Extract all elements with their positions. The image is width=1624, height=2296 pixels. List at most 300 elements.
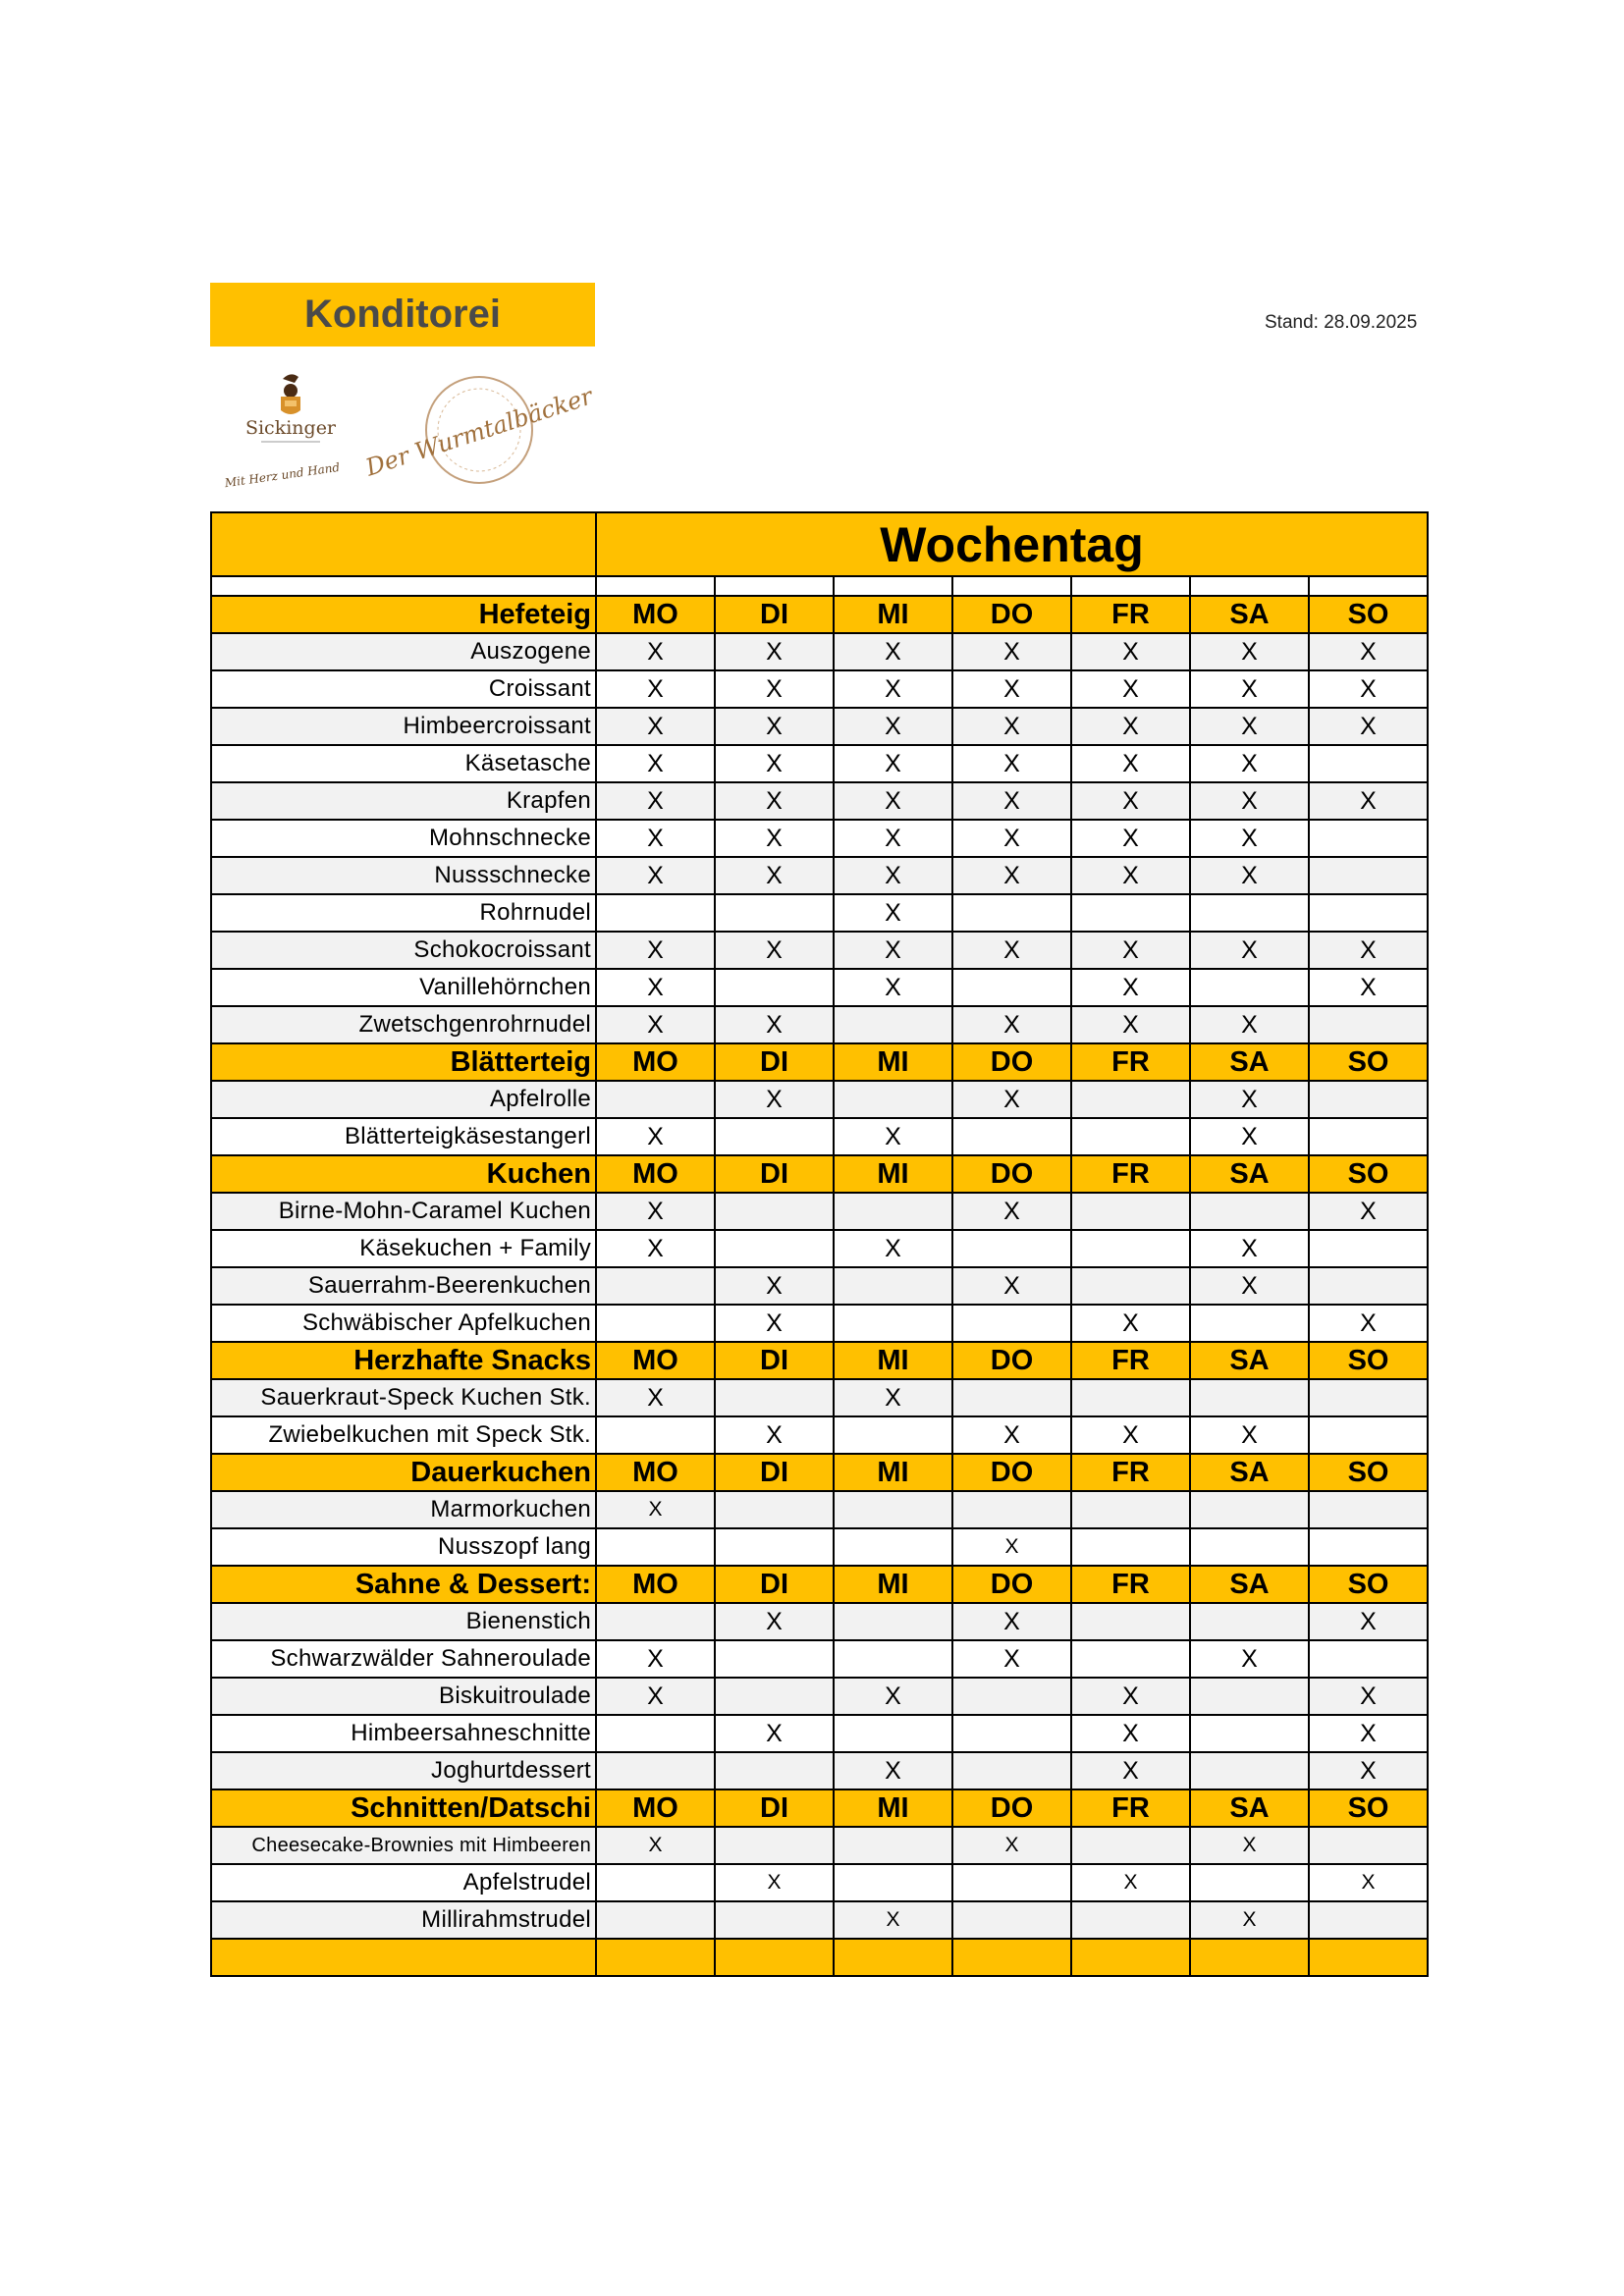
availability-cell: [1309, 1230, 1428, 1267]
section-title: Schnitten/Datschi: [211, 1789, 596, 1827]
availability-cell: X: [715, 1305, 834, 1342]
section-title: Kuchen: [211, 1155, 596, 1193]
availability-cell: X: [834, 670, 952, 708]
product-row: [211, 782, 1428, 820]
product-name: Nussschnecke: [211, 857, 596, 894]
availability-cell: [1071, 1193, 1190, 1230]
availability-cell: [1309, 1118, 1428, 1155]
spacer-cell: [596, 576, 715, 596]
availability-cell: X: [834, 857, 952, 894]
product-row: [211, 633, 1428, 670]
section-header-row: [211, 596, 1428, 633]
availability-cell: [715, 894, 834, 932]
availability-cell: X: [715, 670, 834, 708]
availability-cell: [834, 1305, 952, 1342]
availability-cell: [1309, 1081, 1428, 1118]
section-header-row: [211, 1043, 1428, 1081]
availability-cell: X: [1071, 708, 1190, 745]
availability-cell: X: [952, 708, 1071, 745]
availability-cell: [952, 1901, 1071, 1939]
availability-cell: [715, 1640, 834, 1678]
day-header-cell: SO: [1309, 1155, 1428, 1193]
availability-cell: [1071, 1379, 1190, 1416]
section-header-row: [211, 1342, 1428, 1379]
day-header-cell: SA: [1190, 1342, 1309, 1379]
availability-cell: X: [1309, 1752, 1428, 1789]
availability-cell: [596, 1416, 715, 1454]
availability-cell: X: [834, 1230, 952, 1267]
day-header-cell: MI: [834, 1043, 952, 1081]
section-title: Blätterteig: [211, 1043, 596, 1081]
day-header-cell: MI: [834, 1454, 952, 1491]
availability-cell: [715, 1379, 834, 1416]
day-header-cell: MO: [596, 596, 715, 633]
availability-cell: X: [596, 670, 715, 708]
availability-cell: X: [1309, 1603, 1428, 1640]
availability-cell: X: [1190, 708, 1309, 745]
section-title: Herzhafte Snacks: [211, 1342, 596, 1379]
section-header-row: [211, 1566, 1428, 1603]
availability-cell: X: [952, 1006, 1071, 1043]
product-name: Schwarzwälder Sahneroulade: [211, 1640, 596, 1678]
day-header-cell: MO: [596, 1454, 715, 1491]
availability-cell: [715, 1491, 834, 1528]
availability-cell: [715, 1901, 834, 1939]
availability-cell: [596, 894, 715, 932]
weekday-table: [210, 511, 1429, 1977]
availability-cell: [596, 1864, 715, 1901]
logo-left-text: Sickinger: [244, 417, 337, 439]
day-header-cell: MO: [596, 1155, 715, 1193]
day-header-cell: MO: [596, 1342, 715, 1379]
day-header-cell: SA: [1190, 1454, 1309, 1491]
availability-cell: [834, 1267, 952, 1305]
availability-cell: [952, 1491, 1071, 1528]
availability-cell: [596, 1267, 715, 1305]
product-name: Schokocroissant: [211, 932, 596, 969]
availability-cell: X: [1071, 745, 1190, 782]
sickinger-logo: [222, 361, 359, 499]
day-header-cell: MO: [596, 1566, 715, 1603]
availability-cell: X: [952, 1603, 1071, 1640]
availability-cell: [715, 1827, 834, 1864]
day-header-cell: DI: [715, 1454, 834, 1491]
spacer-cell: [1309, 576, 1428, 596]
wurmtalbaecker-logo: [362, 363, 596, 501]
availability-cell: X: [596, 820, 715, 857]
availability-cell: X: [1190, 1118, 1309, 1155]
availability-cell: X: [596, 857, 715, 894]
availability-cell: [1071, 894, 1190, 932]
product-name: Zwiebelkuchen mit Speck Stk.: [211, 1416, 596, 1454]
availability-cell: X: [1190, 820, 1309, 857]
day-header-cell: DI: [715, 1155, 834, 1193]
availability-cell: [834, 1193, 952, 1230]
footer-cell: [1190, 1939, 1309, 1976]
heading-corner-cell: [211, 512, 596, 576]
availability-cell: X: [1190, 1267, 1309, 1305]
day-header-cell: FR: [1071, 596, 1190, 633]
availability-cell: [1309, 1901, 1428, 1939]
availability-cell: X: [715, 1416, 834, 1454]
availability-cell: X: [1190, 1827, 1309, 1864]
availability-cell: [1190, 894, 1309, 932]
wochentag-heading: Wochentag: [596, 512, 1428, 576]
availability-cell: [834, 1715, 952, 1752]
availability-cell: X: [1071, 969, 1190, 1006]
day-header-cell: FR: [1071, 1342, 1190, 1379]
availability-cell: X: [596, 1230, 715, 1267]
product-name: Bienenstich: [211, 1603, 596, 1640]
product-row: [211, 1827, 1428, 1864]
product-row: [211, 1379, 1428, 1416]
availability-cell: X: [952, 1640, 1071, 1678]
availability-cell: X: [834, 745, 952, 782]
product-name: Nusszopf lang: [211, 1528, 596, 1566]
product-name: Krapfen: [211, 782, 596, 820]
availability-cell: [952, 894, 1071, 932]
day-header-cell: MI: [834, 1566, 952, 1603]
product-row: [211, 1006, 1428, 1043]
availability-cell: [1190, 1715, 1309, 1752]
spacer-cell: [952, 576, 1071, 596]
availability-cell: X: [1190, 857, 1309, 894]
availability-cell: [1309, 1491, 1428, 1528]
day-header-cell: DO: [952, 1566, 1071, 1603]
availability-cell: [1071, 1081, 1190, 1118]
availability-cell: X: [952, 1827, 1071, 1864]
availability-cell: X: [834, 1901, 952, 1939]
product-row: [211, 1081, 1428, 1118]
availability-cell: X: [715, 857, 834, 894]
availability-cell: X: [715, 1267, 834, 1305]
availability-cell: X: [952, 1081, 1071, 1118]
day-header-cell: SA: [1190, 1789, 1309, 1827]
availability-cell: X: [834, 820, 952, 857]
availability-cell: [952, 1715, 1071, 1752]
product-name: Sauerkraut-Speck Kuchen Stk.: [211, 1379, 596, 1416]
product-name: Joghurtdessert: [211, 1752, 596, 1789]
product-row: [211, 1118, 1428, 1155]
availability-cell: [1071, 1528, 1190, 1566]
availability-cell: [715, 969, 834, 1006]
availability-cell: [1309, 1528, 1428, 1566]
availability-cell: [1071, 1491, 1190, 1528]
availability-cell: X: [1071, 1678, 1190, 1715]
product-row: [211, 857, 1428, 894]
availability-cell: X: [834, 894, 952, 932]
availability-cell: X: [1190, 670, 1309, 708]
availability-cell: X: [1071, 1416, 1190, 1454]
day-header-cell: DO: [952, 1155, 1071, 1193]
product-row: [211, 1230, 1428, 1267]
footer-cell: [211, 1939, 596, 1976]
availability-cell: [1190, 1305, 1309, 1342]
product-row: [211, 932, 1428, 969]
product-name: Zwetschgenrohrnudel: [211, 1006, 596, 1043]
stand-date: Stand: 28.09.2025: [1265, 312, 1418, 333]
availability-cell: X: [1309, 1193, 1428, 1230]
day-header-cell: DO: [952, 1454, 1071, 1491]
availability-cell: X: [1309, 1715, 1428, 1752]
availability-cell: [1309, 1006, 1428, 1043]
availability-cell: X: [952, 932, 1071, 969]
day-header-cell: DI: [715, 1043, 834, 1081]
availability-cell: X: [596, 1118, 715, 1155]
availability-cell: X: [952, 670, 1071, 708]
availability-cell: [1071, 1603, 1190, 1640]
availability-cell: [1190, 1864, 1309, 1901]
availability-cell: [1309, 1267, 1428, 1305]
availability-cell: X: [596, 932, 715, 969]
availability-cell: [834, 1491, 952, 1528]
availability-cell: X: [952, 633, 1071, 670]
day-header-cell: DI: [715, 1789, 834, 1827]
availability-cell: X: [596, 1006, 715, 1043]
availability-cell: [1071, 1640, 1190, 1678]
availability-cell: X: [1309, 1305, 1428, 1342]
availability-cell: X: [1190, 1416, 1309, 1454]
footer-cell: [952, 1939, 1071, 1976]
availability-cell: [952, 1305, 1071, 1342]
availability-cell: [715, 1118, 834, 1155]
availability-cell: [834, 1416, 952, 1454]
day-header-cell: SO: [1309, 596, 1428, 633]
availability-cell: X: [596, 1640, 715, 1678]
availability-cell: X: [1190, 1230, 1309, 1267]
product-name: Apfelstrudel: [211, 1864, 596, 1901]
day-header-cell: SO: [1309, 1566, 1428, 1603]
product-row: [211, 820, 1428, 857]
product-row: [211, 1901, 1428, 1939]
availability-cell: X: [715, 708, 834, 745]
availability-cell: X: [596, 782, 715, 820]
product-name: Biskuitroulade: [211, 1678, 596, 1715]
availability-cell: X: [1309, 633, 1428, 670]
availability-cell: X: [596, 1678, 715, 1715]
availability-cell: X: [1309, 708, 1428, 745]
availability-cell: X: [952, 1193, 1071, 1230]
page-title: Konditorei: [304, 293, 501, 336]
availability-cell: X: [952, 1267, 1071, 1305]
day-header-cell: SA: [1190, 1043, 1309, 1081]
availability-cell: [834, 1864, 952, 1901]
availability-cell: X: [1190, 1006, 1309, 1043]
availability-cell: X: [715, 745, 834, 782]
availability-cell: X: [952, 820, 1071, 857]
product-name: Marmorkuchen: [211, 1491, 596, 1528]
spacer-row: [211, 576, 1428, 596]
availability-cell: X: [834, 1752, 952, 1789]
day-header-cell: SA: [1190, 1566, 1309, 1603]
section-title: Sahne & Dessert:: [211, 1566, 596, 1603]
availability-cell: X: [596, 1379, 715, 1416]
footer-cell: [715, 1939, 834, 1976]
section-title: Hefeteig: [211, 596, 596, 633]
availability-cell: X: [1071, 1715, 1190, 1752]
product-name: Sauerrahm-Beerenkuchen: [211, 1267, 596, 1305]
availability-cell: X: [715, 782, 834, 820]
page-title-box: [210, 283, 595, 347]
day-header-cell: FR: [1071, 1789, 1190, 1827]
availability-cell: X: [1071, 1752, 1190, 1789]
availability-cell: X: [715, 1715, 834, 1752]
section-header-row: [211, 1155, 1428, 1193]
availability-cell: [1190, 1528, 1309, 1566]
availability-cell: [715, 1752, 834, 1789]
availability-cell: [1190, 1603, 1309, 1640]
availability-cell: X: [596, 1491, 715, 1528]
availability-cell: [596, 1901, 715, 1939]
availability-cell: X: [1190, 745, 1309, 782]
availability-cell: [1309, 1416, 1428, 1454]
product-row: [211, 745, 1428, 782]
availability-cell: X: [1071, 820, 1190, 857]
availability-cell: X: [834, 782, 952, 820]
availability-cell: [1190, 969, 1309, 1006]
day-header-cell: SA: [1190, 1155, 1309, 1193]
footer-row: [211, 1939, 1428, 1976]
availability-cell: [596, 1081, 715, 1118]
availability-cell: X: [715, 1864, 834, 1901]
footer-cell: [1071, 1939, 1190, 1976]
availability-cell: [1309, 1827, 1428, 1864]
availability-cell: X: [1071, 1864, 1190, 1901]
logo-right-text: Der Wurmtalbäcker: [362, 382, 596, 482]
availability-cell: [952, 1118, 1071, 1155]
availability-cell: [1190, 1193, 1309, 1230]
availability-cell: X: [715, 1081, 834, 1118]
availability-cell: [1190, 1752, 1309, 1789]
availability-cell: [1071, 1230, 1190, 1267]
day-header-cell: SO: [1309, 1342, 1428, 1379]
availability-cell: X: [1071, 857, 1190, 894]
availability-cell: X: [596, 708, 715, 745]
product-name: Mohnschnecke: [211, 820, 596, 857]
availability-cell: X: [1309, 782, 1428, 820]
availability-cell: X: [1071, 1006, 1190, 1043]
product-row: [211, 1193, 1428, 1230]
product-name: Cheesecake-Brownies mit Himbeeren: [211, 1827, 596, 1864]
product-name: Birne-Mohn-Caramel Kuchen: [211, 1193, 596, 1230]
availability-cell: [1071, 1267, 1190, 1305]
day-header-cell: FR: [1071, 1566, 1190, 1603]
day-header-cell: MI: [834, 596, 952, 633]
product-name: Auszogene: [211, 633, 596, 670]
availability-cell: X: [1190, 633, 1309, 670]
section-header-row: [211, 1789, 1428, 1827]
product-row: [211, 1752, 1428, 1789]
day-header-cell: MO: [596, 1043, 715, 1081]
availability-cell: X: [715, 1603, 834, 1640]
availability-cell: [952, 969, 1071, 1006]
availability-cell: X: [834, 932, 952, 969]
product-row: [211, 894, 1428, 932]
product-row: [211, 1491, 1428, 1528]
baker-icon: [281, 374, 300, 414]
availability-cell: X: [952, 1528, 1071, 1566]
availability-cell: X: [1071, 670, 1190, 708]
availability-cell: [1071, 1901, 1190, 1939]
availability-cell: X: [1309, 1678, 1428, 1715]
availability-cell: X: [596, 745, 715, 782]
availability-cell: [952, 1678, 1071, 1715]
product-row: [211, 1715, 1428, 1752]
spacer-cell: [715, 576, 834, 596]
availability-cell: [596, 1752, 715, 1789]
availability-cell: [596, 1528, 715, 1566]
section-title: Dauerkuchen: [211, 1454, 596, 1491]
availability-cell: [715, 1193, 834, 1230]
product-name: Himbeersahneschnitte: [211, 1715, 596, 1752]
spacer-cell: [834, 576, 952, 596]
availability-cell: [1190, 1379, 1309, 1416]
product-name: Croissant: [211, 670, 596, 708]
day-header-cell: SO: [1309, 1789, 1428, 1827]
product-name: Vanillehörnchen: [211, 969, 596, 1006]
section-header-row: [211, 1454, 1428, 1491]
availability-cell: [596, 1603, 715, 1640]
footer-cell: [1309, 1939, 1428, 1976]
availability-cell: [1309, 857, 1428, 894]
day-header-cell: DI: [715, 596, 834, 633]
day-header-cell: FR: [1071, 1454, 1190, 1491]
availability-cell: [1071, 1118, 1190, 1155]
product-name: Käsetasche: [211, 745, 596, 782]
day-header-cell: MI: [834, 1789, 952, 1827]
day-header-cell: MO: [596, 1789, 715, 1827]
availability-cell: [596, 1305, 715, 1342]
availability-cell: [834, 1640, 952, 1678]
day-header-cell: DO: [952, 1789, 1071, 1827]
product-row: [211, 969, 1428, 1006]
availability-cell: [1309, 1640, 1428, 1678]
availability-cell: X: [834, 969, 952, 1006]
day-header-cell: DO: [952, 596, 1071, 633]
day-header-cell: FR: [1071, 1155, 1190, 1193]
day-header-cell: DO: [952, 1043, 1071, 1081]
product-row: [211, 1267, 1428, 1305]
spacer-cell: [1071, 576, 1190, 596]
day-header-cell: MI: [834, 1155, 952, 1193]
day-header-cell: SO: [1309, 1454, 1428, 1491]
availability-cell: [715, 1528, 834, 1566]
availability-cell: [1190, 1678, 1309, 1715]
product-name: Apfelrolle: [211, 1081, 596, 1118]
availability-cell: [952, 1230, 1071, 1267]
availability-cell: X: [834, 1118, 952, 1155]
availability-cell: [715, 1678, 834, 1715]
availability-cell: X: [715, 932, 834, 969]
footer-cell: [834, 1939, 952, 1976]
product-row: [211, 1416, 1428, 1454]
availability-cell: X: [1190, 1901, 1309, 1939]
availability-cell: [1309, 894, 1428, 932]
availability-cell: X: [1190, 782, 1309, 820]
availability-cell: [834, 1603, 952, 1640]
availability-cell: [1309, 745, 1428, 782]
availability-cell: X: [596, 633, 715, 670]
availability-cell: [952, 1379, 1071, 1416]
availability-cell: X: [952, 1416, 1071, 1454]
product-row: [211, 708, 1428, 745]
availability-cell: X: [1309, 969, 1428, 1006]
availability-cell: [1071, 1827, 1190, 1864]
product-name: Millirahmstrudel: [211, 1901, 596, 1939]
product-row: [211, 670, 1428, 708]
day-header-cell: FR: [1071, 1043, 1190, 1081]
spacer-cell: [211, 576, 596, 596]
